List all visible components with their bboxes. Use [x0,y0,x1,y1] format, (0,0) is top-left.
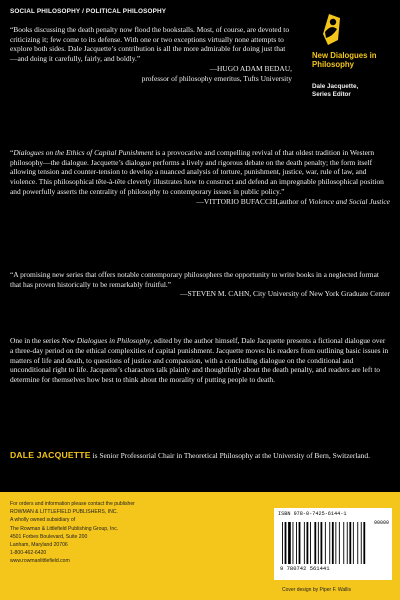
cover-design-credit: Cover design by Piper F. Wallis [282,587,352,593]
quote-bufacchi-author: —VITTORIO BUFACCHI, [196,196,280,206]
series-editor [312,83,392,99]
publisher-line: Lanham, Maryland 20706 [10,542,68,549]
quote-bedau-affiliation: professor of philosophy emeritus, Tufts University [141,73,292,83]
quote-bufacchi-affiliation-pre: author of [279,196,309,206]
barcode-box [274,508,392,580]
series-editor-name: Dale Jacquette, [312,83,359,90]
series-editor-title: Series Editor [312,90,351,98]
author-name: DALE JACQUETTE [10,450,91,460]
author-bio-text: is Senior Professorial Chair in Theoretical Philosophy at the University of Bern, Switzerland. [90,451,370,460]
publisher-line: www.rowmanlittlefield.com [10,558,70,565]
quote-bufacchi-text: is a provocative and compelling revival of that oldest tradition in Western philosophy—the dialogue. Jacquette’s dialogue performs a lively and rigorous debate on the death penalty; the form itself allowing tension and counter-tension to develop a nuanced analysis of torture, punishment, justice, war, rule of law, and violence. This philosophical tête-à-tête cleverly illustrates how to construct and defend an impregnable philosophical position and powerfully asserts the centrality of philosophy to contemporary issues in public policy.” [10,148,384,196]
quote-cahn-affiliation: City University of New York Graduate Center [253,289,390,299]
book-description [10,336,390,385]
author-bio [10,451,390,461]
quote-cahn [10,270,390,299]
quote-bufacchi-affiliation-title: Violence and Social Justice [308,196,390,206]
category-label: SOCIAL PHILOSOPHY / POLITICAL PHILOSOPHY [10,8,167,15]
quote-bedau [10,25,292,83]
quote-bedau-text: “Books discussing the death penalty now flood the bookstalls. Most, of course, are devoted to criticizing it; few come to its defense. With one or two exceptions virtually none attempts to explore both sides. Dale Jacquette’s contribution is all the more admirable for doing just that—and doing it carefully, fairly, and boldly.” [10,25,290,64]
price-code: 90000 [373,520,389,526]
description-series-title: New Dialogues in Philosophy [61,336,151,345]
quote-cahn-text: “A promising new series that offers notable contemporary philosophers the opportunity to write books in a neglected format that has proven historically to be remarkably fruitful.” [10,270,379,289]
quote-bedau-author: —HUGO ADAM BEDAU, [209,63,292,73]
isbn-label: ISBN 978-0-7425-6144-1 [278,511,347,517]
description-post: , edited by the author himself, Dale Jacquette presents a fictional dialogue over a three-day period on the ethical complexities of capital punishment. Jacquette moves his readers from outlining basic issues in matters of life and death, to questions of justice and compassion, with a concluding dialogue on the conditional and unconditional right to life. Jacquette’s characters talk plainly and thoughtfully about the death penalty, and readers are left to determine for themselves how best to think about the morality of putting people to death. [10,336,389,385]
barcode-number: 9 780742 561441 [280,565,330,572]
publisher-line: For orders and information please contact the publisher [10,501,135,507]
publisher-line: A wholly owned subsidiary of [10,517,76,524]
series-name: New Dialogues in Philosophy [312,51,377,69]
publisher-line: ROWMAN & LITTLEFIELD PUBLISHERS, INC. [10,509,118,516]
publisher-info [10,500,230,566]
publisher-line: 1-800-462-6420 [10,550,47,557]
barcode-graphic [278,520,388,572]
description-pre: One in the series [10,336,62,345]
quote-bufacchi-book-title: Dialogues on the Ethics of Capital Punishment [13,148,154,157]
publisher-line: 4501 Forbes Boulevard, Suite 200 [10,533,88,540]
quote-cahn-author: —STEVEN M. CAHN, [180,289,252,299]
series-logo-icon [320,12,342,46]
publisher-line: The Rowman & Littlefield Publishing Group, Inc. [10,525,119,532]
quote-bufacchi: “Dialogues on the Ethics of Capital Punishment is a provocative and compelling revival of that oldest tradition in Western philosophy—the dialogue. Jacquette’s dialogue performs a lively and rigorous debate on the death penalty; the form itself allowing tension and counter-tension to develop a nuanced analysis of torture, punishment, justice, war, rule of law, and violence. This philosophical tête-à-tête cleverly illustrates how to construct and defend an impregnable philosophical position and powerfully asserts the centrality of philosophy to contemporary issues in public policy.” —VITTORIO BUFACCHI,author of Violence and Social Justice [10,148,390,206]
